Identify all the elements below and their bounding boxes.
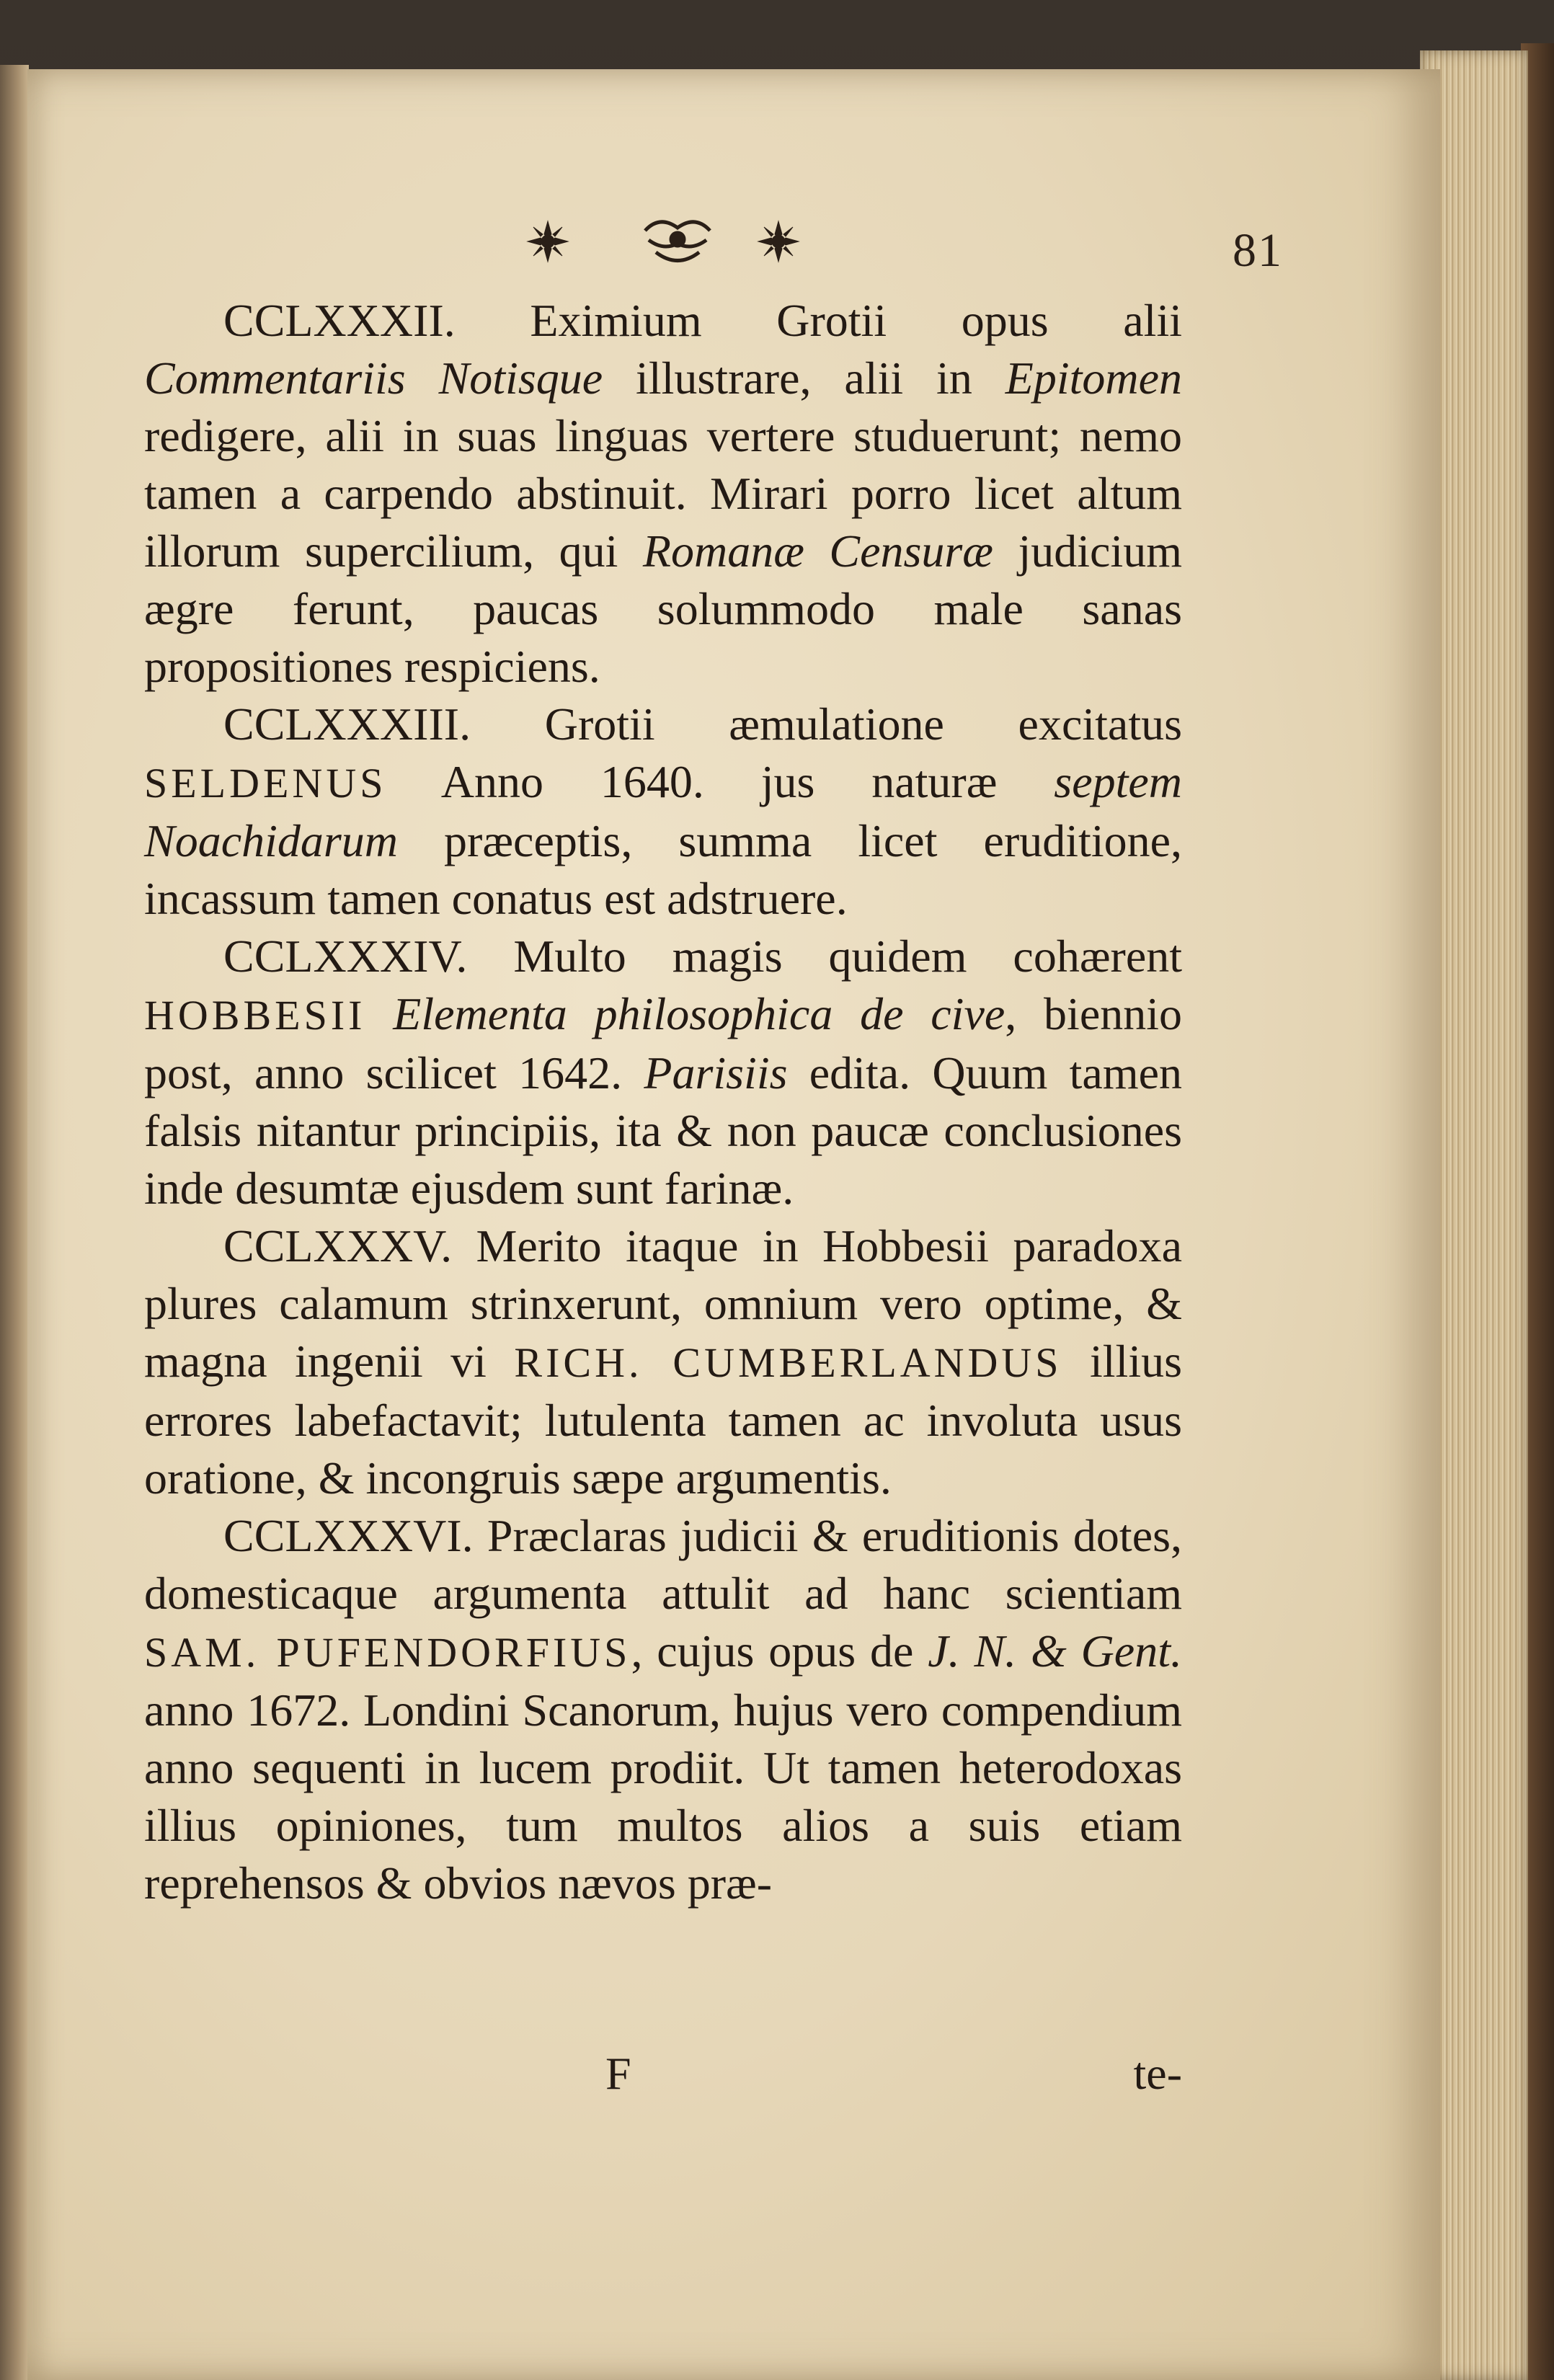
italic-text-run: Parisiis xyxy=(644,1047,788,1098)
text-run: CCLXXXV. Merito itaque in Hobbesii paradoxa plures calamum strinxerunt, omnium vero optime, & magna ingenii vi xyxy=(144,1220,1182,1387)
text-run: illustrare, alii in xyxy=(603,352,1005,404)
text-run: judicium ægre ferunt, paucas solummodo male sanas propositiones respiciens. xyxy=(144,525,1182,692)
small-caps-name-run: HOBBESII xyxy=(144,992,366,1039)
italic-text-run: J. N. & Gent. xyxy=(928,1625,1182,1677)
text-run xyxy=(365,988,393,1039)
text-run: præceptis, summa licet eruditione, incassum tamen conatus est adstruere. xyxy=(144,815,1182,924)
small-caps-name-run: SAM. PUFENDORFIUS xyxy=(144,1629,631,1676)
facing-page-edge xyxy=(0,65,29,2380)
italic-text-run: Romanæ Censuræ xyxy=(642,525,993,577)
page-footer xyxy=(144,2047,1182,2105)
italic-text-run: septem Noachidarum xyxy=(144,756,1182,866)
text-run: edita. Quum tamen falsis nitantur principiis, ita & non paucæ conclusiones inde desumtæ ejusdem sunt farinæ. xyxy=(144,1047,1182,1214)
text-run: illius errores labefactavit; lutulenta tamen ac involuta usus oratione, & incongruis sæpe argumentis. xyxy=(144,1336,1183,1504)
floral-ornament-icon xyxy=(519,209,836,281)
text-run: redigere, alii in suas linguas vertere studuerunt; nemo tamen a carpendo abstinuit. Mirari porro licet altum illorum supercilium, qui xyxy=(144,410,1182,577)
body-text xyxy=(144,292,1182,1912)
small-caps-name-run: RICH. CUMBERLANDUS xyxy=(514,1339,1062,1386)
small-caps-name-run: SELDENUS xyxy=(144,760,387,807)
paragraph-ccLXXXVI xyxy=(144,1507,1182,1912)
text-run: , cujus opus de xyxy=(631,1625,928,1677)
signature-mark: F xyxy=(605,2048,631,2099)
text-run: CCLXXXIV. Multo magis quidem cohærent xyxy=(223,931,1182,982)
text-run: CCLXXXII. Eximium Grotii opus alii xyxy=(223,295,1182,346)
paragraph-ccLXXXIV xyxy=(144,928,1182,1217)
text-run: , biennio post, anno scilicet 1642. xyxy=(144,988,1183,1098)
paragraph-ccLXXXIII xyxy=(144,696,1182,928)
italic-text-run: Commentariis Notisque xyxy=(144,352,603,404)
page-number: 81 xyxy=(1233,224,1283,277)
text-run: CCLXXXIII. Grotii æmulatione excitatus xyxy=(223,698,1182,750)
catchword: te- xyxy=(1133,2048,1182,2099)
paragraph-ccLXXXII xyxy=(144,292,1182,696)
italic-text-run: Epitomen xyxy=(1005,352,1183,404)
running-header xyxy=(505,209,1369,296)
text-run: Anno 1640. jus naturæ xyxy=(386,756,1054,807)
paragraph-ccLXXXV xyxy=(144,1217,1182,1507)
italic-text-run: Elementa philosophica de cive xyxy=(393,988,1005,1039)
text-run: CCLXXXVI. Præclaras judicii & eruditionis dotes, domesticaque argumenta attulit ad hanc scientiam xyxy=(144,1510,1182,1619)
text-run: anno 1672. Londini Scanorum, hujus vero compendium anno sequenti in lucem prodiit. Ut tamen heterodoxas illius opiniones, tum multos alios a suis etiam reprehensos & obvios nævos præ- xyxy=(144,1684,1182,1909)
